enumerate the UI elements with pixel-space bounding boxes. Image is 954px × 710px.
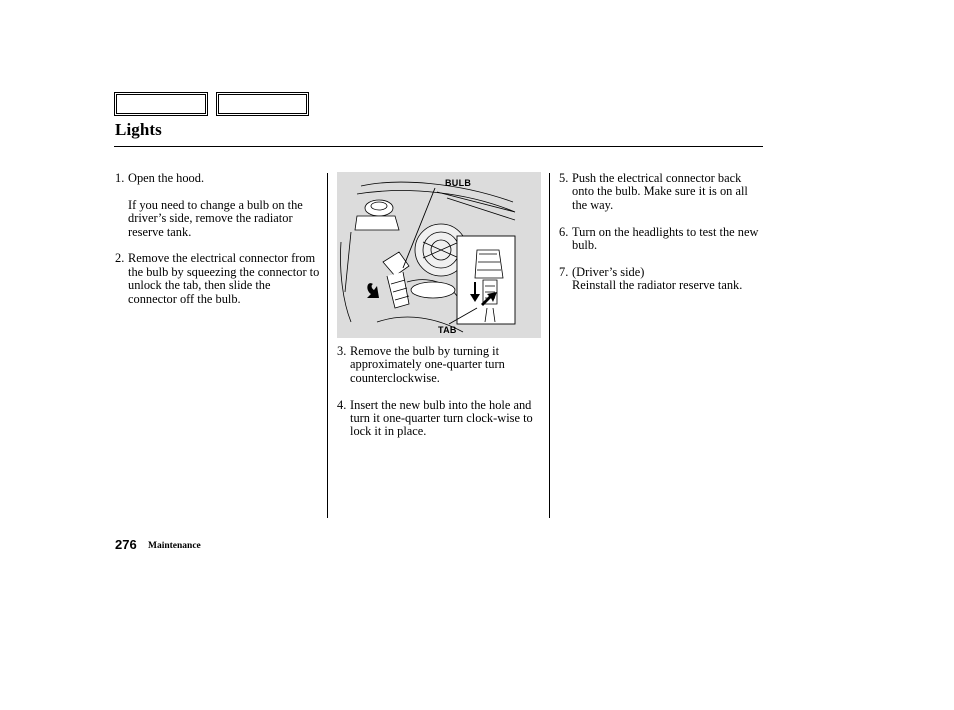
step-6 bbox=[559, 226, 764, 253]
step-text: Push the electrical connector back onto the bulb. Make sure it is on all the way. bbox=[572, 171, 748, 212]
page-title: Lights bbox=[115, 120, 162, 139]
step-text: Remove the bulb by turning it approximately one-quarter turn counterclockwise. bbox=[350, 344, 505, 385]
instructions-column-1 bbox=[115, 172, 320, 319]
step-number: 1. bbox=[115, 171, 125, 185]
column-divider-2 bbox=[549, 173, 550, 518]
step-text: Insert the new bulb into the hole and turn it one-quarter turn clock-wise to lock it in place. bbox=[350, 397, 533, 439]
step-4 bbox=[337, 399, 542, 439]
step-number: 2. bbox=[115, 251, 125, 266]
instructions-column-2 bbox=[337, 345, 542, 452]
step-number: 4. bbox=[337, 397, 347, 412]
step-text: Remove the electrical connector from the bulb by squeezing the connector to unlock the tab, then slide the connector off the bulb. bbox=[128, 251, 320, 306]
instructions-column-3 bbox=[559, 172, 764, 306]
nav-tab-1[interactable] bbox=[114, 92, 208, 116]
step-1 bbox=[115, 172, 320, 185]
step-7 bbox=[559, 266, 764, 279]
step-number: 7. bbox=[559, 264, 569, 279]
nav-tab-2[interactable] bbox=[216, 92, 309, 116]
bulb-callout: BULB bbox=[445, 178, 472, 188]
section-name: Maintenance bbox=[148, 541, 201, 551]
step-text: (Driver’s side) bbox=[572, 264, 645, 279]
step-2 bbox=[115, 252, 320, 306]
tab-callout: TAB bbox=[438, 325, 457, 335]
step-text: Open the hood. bbox=[128, 171, 205, 185]
page-number: 276 bbox=[115, 537, 137, 552]
step-3 bbox=[337, 345, 542, 385]
step-number: 6. bbox=[559, 224, 569, 239]
step-1-note: If you need to change a bulb on the driver’s side, remove the radiator reserve tank. bbox=[128, 197, 303, 239]
step-number: 3. bbox=[337, 344, 347, 358]
step-5 bbox=[559, 172, 764, 212]
title-divider bbox=[114, 146, 763, 147]
step-number: 5. bbox=[559, 171, 569, 185]
engine-bay-drawing bbox=[337, 172, 541, 338]
headlight-bulb-illustration bbox=[337, 172, 541, 338]
step-7-note: Reinstall the radiator reserve tank. bbox=[572, 278, 743, 293]
step-text: Turn on the headlights to test the new bulb. bbox=[572, 224, 759, 253]
column-divider-1 bbox=[327, 173, 328, 518]
